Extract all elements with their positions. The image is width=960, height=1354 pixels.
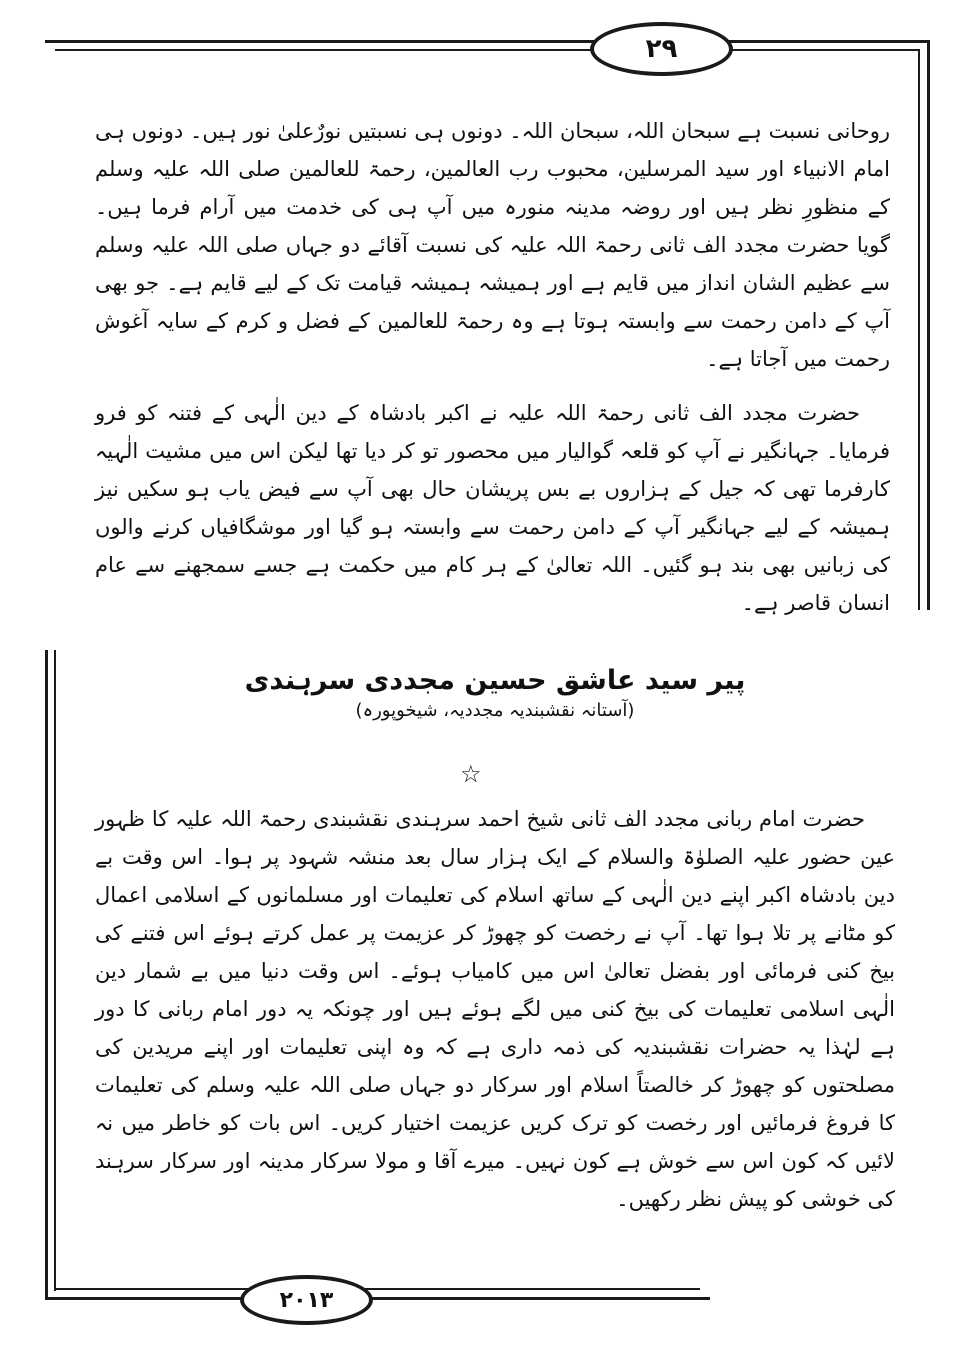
star-icon: ☆ — [460, 760, 482, 788]
frame-top-line-4 — [715, 49, 920, 51]
frame-top-line-2 — [55, 49, 605, 51]
frame-top-line-3 — [715, 40, 930, 43]
frame-left-line-1 — [45, 650, 48, 1300]
section2-paragraph-1: حضرت امام ربانی مجدد الف ثانی شیخ احمد سرہندی نقشبندی رحمۃ اللہ علیہ کا ظہور عین حضور علیہ الصلوٰۃ والسلام کے ایک ہزار سال بعد منشہ شہود پر ہوا۔ اس وقت بے دین بادشاہ اکبر اپنے دین الٰہی کے ساتھ اسلام کی تعلیمات اور مسلمانوں کے اسلامی اعمال کو مٹانے پر تلا ہوا تھا۔ آپ نے رخصت کو چھوڑ کر عزیمت پر عمل کرتے ہوئے اس فتنے کی بیخ کنی فرمائی اور بفضل تعالیٰ اس میں کامیاب ہوئے۔ اس وقت دنیا میں بے شمار دین الٰہی اسلامی تعلیمات کی بیخ کنی میں لگے ہوئے ہیں اور چونکہ یہ دور امام ربانی کا دور ہے لہٰذا یہ حضرات نقشبندیہ کی ذمہ داری ہے کہ وہ اپنی تعلیمات اور اپنے مریدین کی مصلحتوں کو چھوڑ کر خالصتاً اسلام اور سرکار دو جہاں صلی اللہ علیہ وسلم کی تعلیمات کا فروغ فرمائیں اور رخصت کو ترک کریں عزیمت اختیار کریں۔ اس بات کو خاطر میں نہ لائیں کہ کون اس سے خوش ہے کون نہیں۔ میرے آقا و مولا سرکار مدینہ اور سرکار سرہند کی خوشی کو پیش نظر رکھیں۔ — [95, 807, 895, 1211]
frame-bottom-line-4 — [360, 1288, 700, 1290]
frame-bottom-line-2 — [54, 1288, 250, 1290]
section2-heading — [95, 665, 895, 721]
bottom-page-number: ۲۰۱۳ — [240, 1275, 373, 1325]
frame-right-line-1 — [927, 40, 930, 610]
section2-subtitle: (آستانہ نقشبندیہ مجددیہ، شیخوپورہ) — [355, 700, 635, 721]
frame-left-line-2 — [54, 650, 56, 1291]
frame-right-line-2 — [918, 49, 920, 610]
section1-paragraph-2: حضرت مجدد الف ثانی رحمۃ اللہ علیہ نے اکبر بادشاہ کے دین الٰہی کے فتنہ کو فرو فرمایا۔ جہانگیر نے آپ کو قلعہ گوالیار میں محصور تو کر دیا تھا لیکن اس میں مشیت الٰہیہ کارفرما تھی کہ جیل کے ہزاروں بے بس پریشان حال بھی آپ سے فیض یاب ہو سکیں نیز ہمیشہ کے لیے جہانگیر آپ کے دامن رحمت سے وابستہ ہو گیا اور موشگافیاں کرنے والوں کی زبانیں بھی بند ہو گئیں۔ اللہ تعالیٰ کے ہر کام میں حکمت ہے جسے سمجھنے سے عام انسان قاصر ہے۔ — [95, 401, 890, 615]
top-page-number: ۲۹ — [590, 22, 733, 76]
section2-title: پیر سید عاشق حسین مجددی سرہندی — [244, 665, 746, 696]
frame-bottom-line-1 — [45, 1297, 250, 1300]
section1-body — [95, 112, 890, 622]
frame-bottom-line-3 — [360, 1297, 710, 1300]
section1-paragraph-1: روحانی نسبت ہے سبحان اللہ، سبحان اللہ۔ دونوں ہی نسبتیں نورٌعلیٰ نور ہیں۔ دونوں ہی امام الانبیاء اور سید المرسلین، محبوب رب العالمین، رحمۃ للعالمین صلی اللہ علیہ وسلم کے منظورِ نظر ہیں اور روضہ مدینہ منورہ میں آپ ہی کی خدمت میں آرام فرما ہیں۔ گویا حضرت مجدد الف ثانی رحمۃ اللہ علیہ کی نسبت آقائے دو جہاں صلی اللہ علیہ وسلم سے عظیم الشان انداز میں قایم ہے اور ہمیشہ ہمیشہ قیامت تک کے لیے قایم ہے۔ جو بھی آپ کے دامن رحمت سے وابستہ ہوتا ہے وہ رحمۃ للعالمین کے فضل و کرم کے سایہ آغوش رحمت میں آجاتا ہے۔ — [95, 119, 890, 371]
section2-body — [95, 800, 895, 1218]
frame-top-line-1 — [45, 40, 605, 43]
